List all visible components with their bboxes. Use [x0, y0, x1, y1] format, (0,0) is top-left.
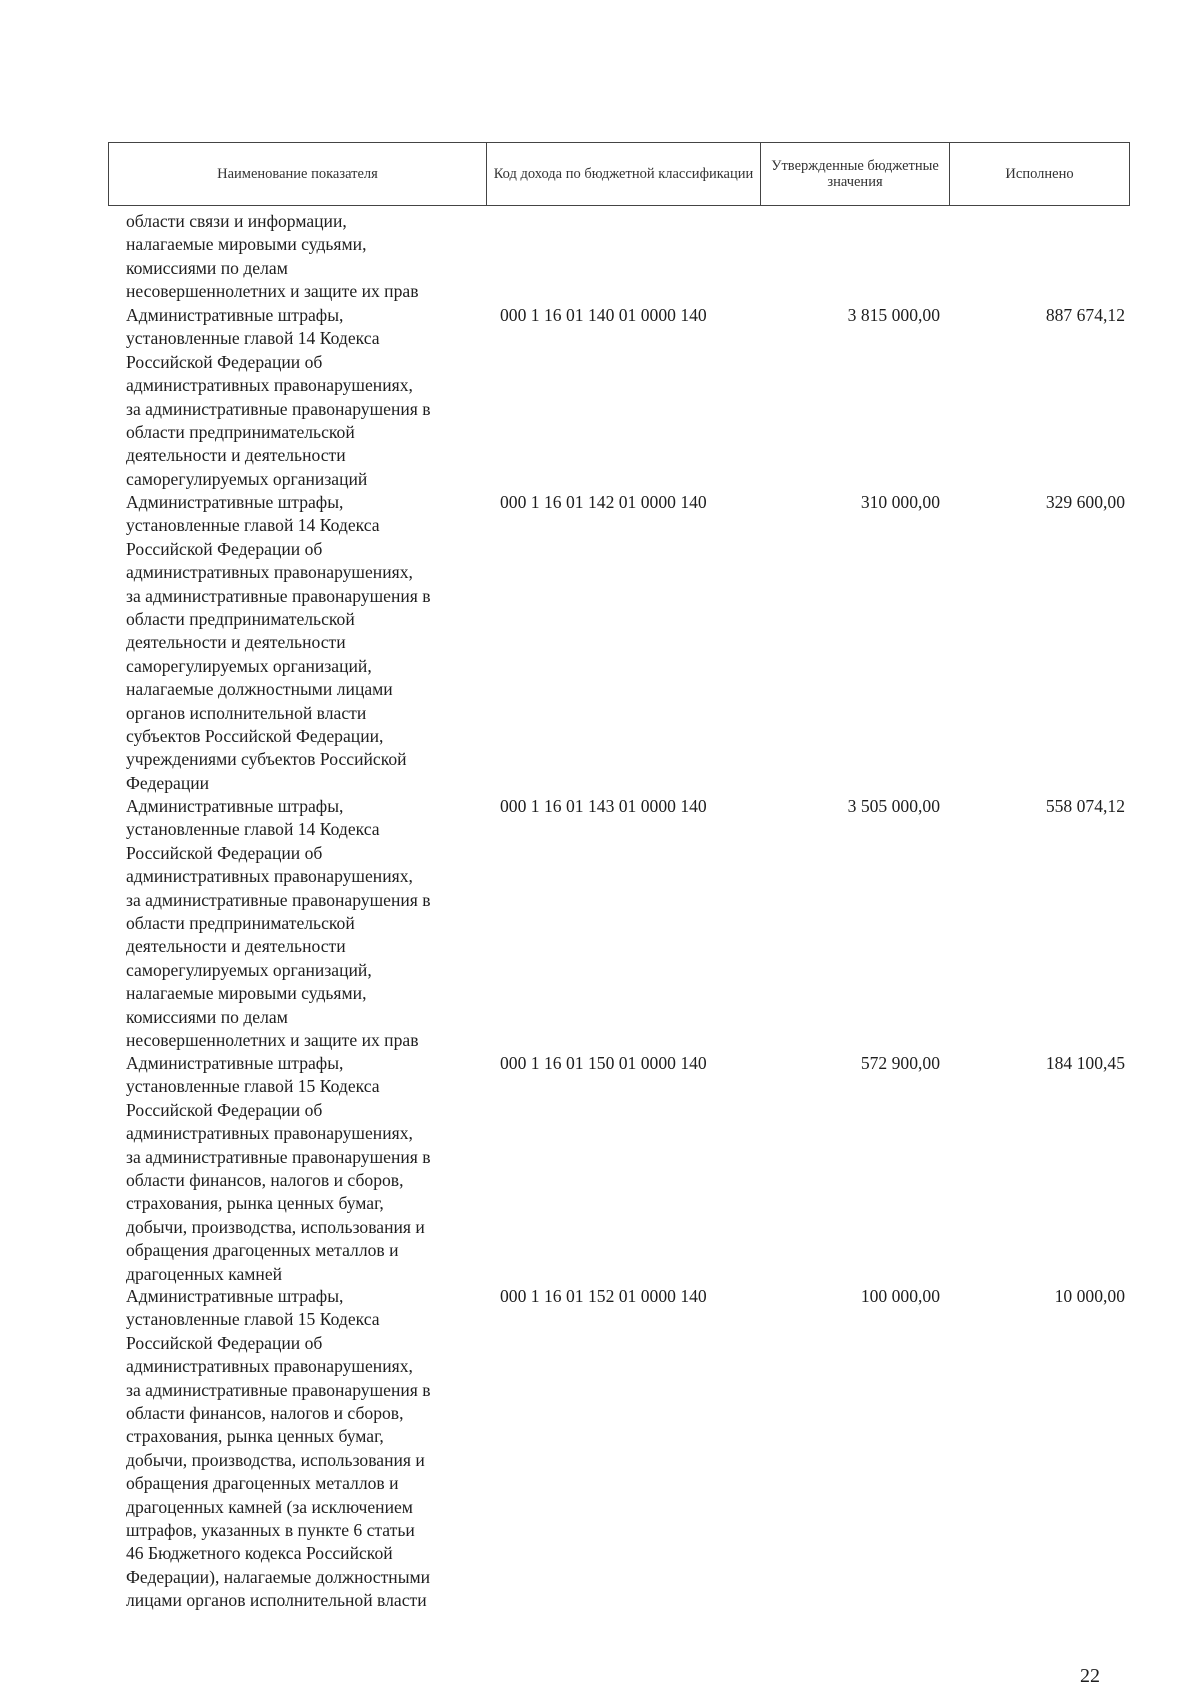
row-3-approved: 572 900,00 — [860, 1053, 940, 1073]
row-3-executed: 184 100,45 — [1045, 1053, 1125, 1073]
row-2-approved: 3 505 000,00 — [847, 796, 940, 816]
header-name: Наименование показателя — [109, 143, 487, 205]
row-2-code: 000 1 16 01 143 01 0000 140 — [500, 796, 707, 816]
row-3-code: 000 1 16 01 150 01 0000 140 — [500, 1053, 707, 1073]
continuation-text: области связи и информации, налагаемые мировыми судьями, комиссиями по делам несовершеннолетних и защите их прав — [126, 211, 419, 302]
row-0-code: 000 1 16 01 140 01 0000 140 — [500, 305, 707, 325]
row-3-name: Административные штрафы, установленные главой 15 Кодекса Российской Федерации об административных правонарушениях, за административные правонарушения в области финансов, налогов и сборов, страхования, рынка ценных бумаг, добычи, производства, использования и обращения драгоценных металлов и драгоценных камней — [126, 1053, 431, 1284]
row-4-executed: 10 000,00 — [1054, 1286, 1125, 1306]
row-4-approved: 100 000,00 — [860, 1286, 940, 1306]
header-code: Код дохода по бюджетной классификации — [487, 143, 761, 205]
row-1-name: Административные штрафы, установленные главой 14 Кодекса Российской Федерации об административных правонарушениях, за административные правонарушения в области предпринимательской деятельности и деятельности саморегулируемых организаций, налагаемые должностными лицами органов исполнительной власти субъектов Российской Федерации, учреждениями субъектов Российской Федерации — [126, 492, 431, 793]
header-approved: Утвержденные бюджетные значения — [761, 143, 950, 205]
table-header — [108, 142, 1130, 206]
row-4-name: Административные штрафы, установленные главой 15 Кодекса Российской Федерации об административных правонарушениях, за административные правонарушения в области финансов, налогов и сборов, страхования, рынка ценных бумаг, добычи, производства, использования и обращения драгоценных металлов и драгоценных камней (за исключением штрафов, указанных в пункте 6 статьи 46 Бюджетного кодекса Российской Федерации), налагаемые должностными лицами органов исполнительной власти — [126, 1286, 431, 1611]
row-0-executed: 887 674,12 — [1045, 305, 1125, 325]
page-number: 22 — [1080, 1665, 1100, 1687]
row-1-executed: 329 600,00 — [1045, 492, 1125, 512]
row-2-name: Административные штрафы, установленные главой 14 Кодекса Российской Федерации об административных правонарушениях, за административные правонарушения в области предпринимательской деятельности и деятельности саморегулируемых организаций, налагаемые мировыми судьями, комиссиями по делам несовершеннолетних и защите их прав — [126, 796, 431, 1051]
row-1-approved: 310 000,00 — [860, 492, 940, 512]
row-0-name: Административные штрафы, установленные главой 14 Кодекса Российской Федерации об административных правонарушениях, за административные правонарушения в области предпринимательской деятельности и деятельности саморегулируемых организаций — [126, 305, 431, 489]
row-4-code: 000 1 16 01 152 01 0000 140 — [500, 1286, 707, 1306]
row-0-approved: 3 815 000,00 — [847, 305, 940, 325]
row-1-code: 000 1 16 01 142 01 0000 140 — [500, 492, 707, 512]
row-2-executed: 558 074,12 — [1045, 796, 1125, 816]
header-executed: Исполнено — [1005, 166, 1074, 182]
